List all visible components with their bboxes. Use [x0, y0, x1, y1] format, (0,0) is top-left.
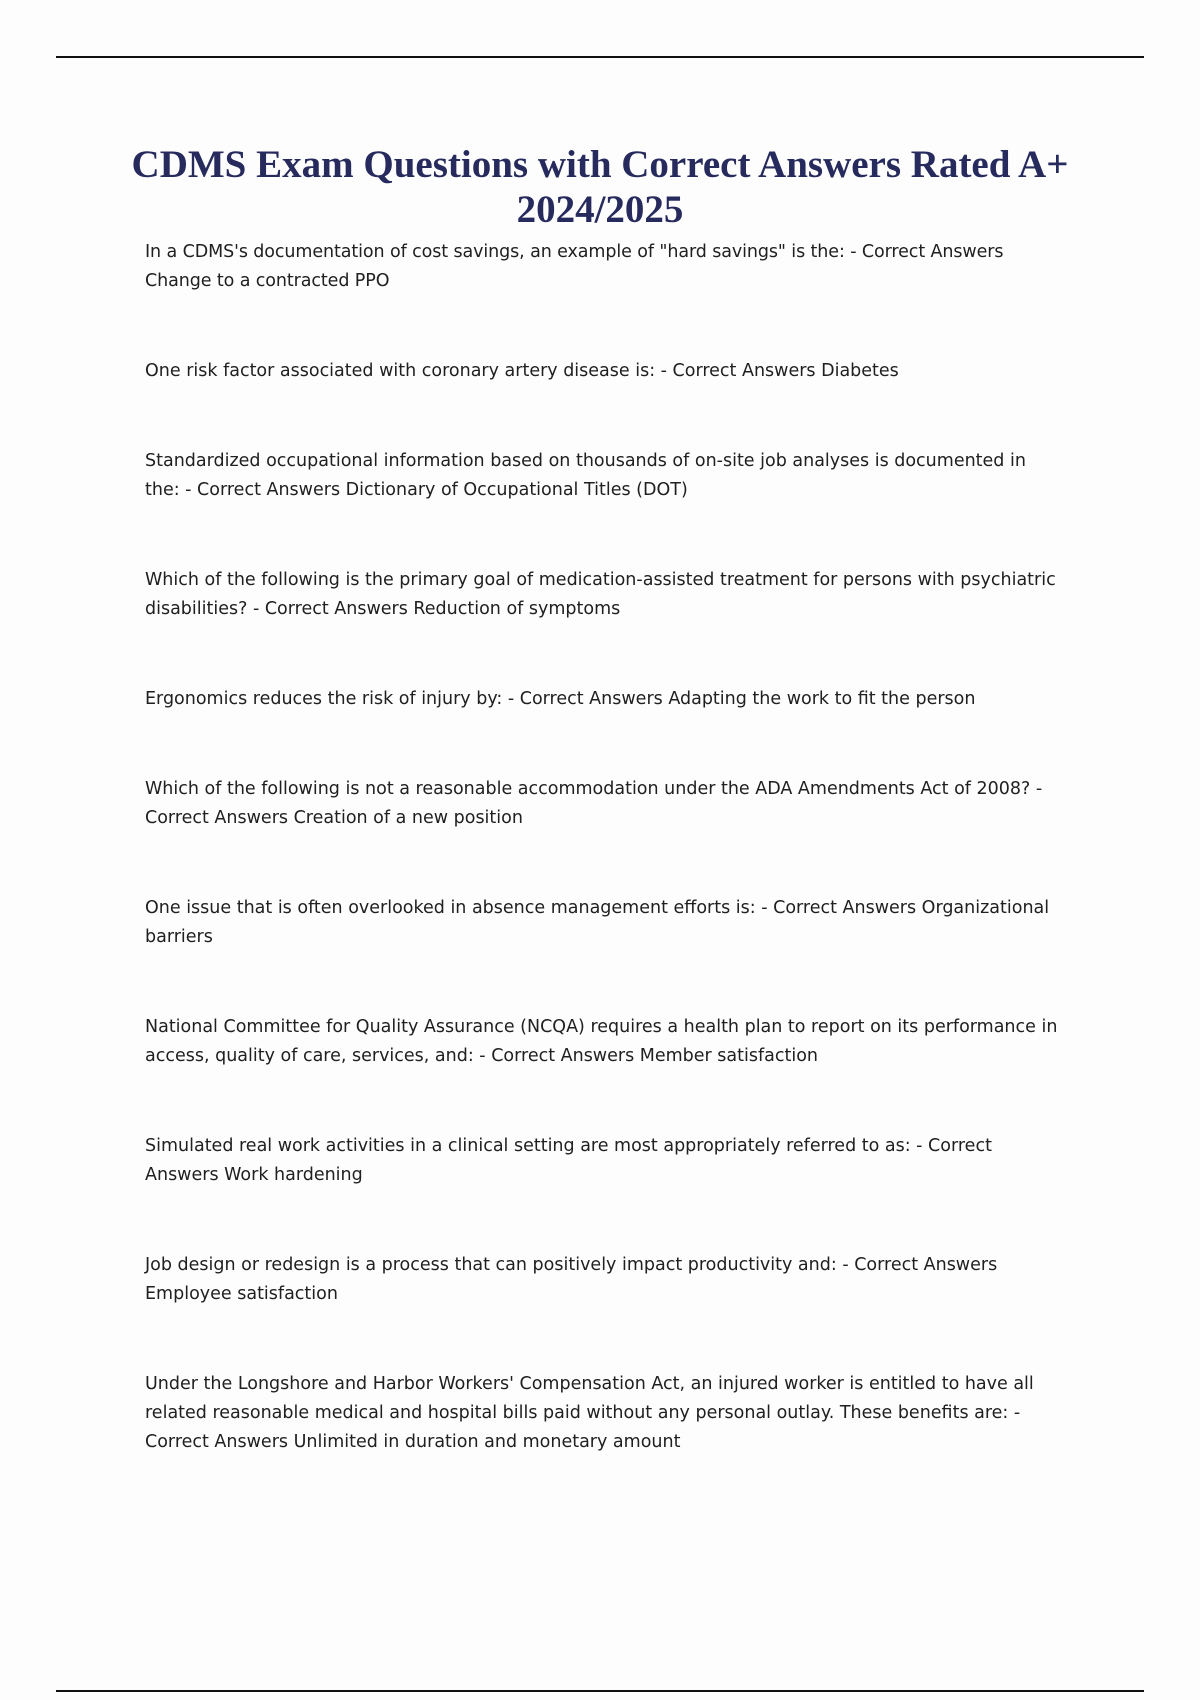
qa-item: Job design or redesign is a process that can positively impact productivity and: - Correct Answers Employee satisfaction	[145, 1255, 998, 1304]
qa-item: One risk factor associated with coronary artery disease is: - Correct Answers Diabetes	[145, 361, 899, 381]
qa-item: Under the Longshore and Harbor Workers' Compensation Act, an injured worker is entitled to have all related reasonable medical and hospital bills paid without any personal outlay. These benefits are: - Correct Answers Unlimited in duration and monetary amount	[145, 1374, 1034, 1452]
top-rule	[56, 56, 1144, 58]
qa-item: National Committee for Quality Assurance (NCQA) requires a health plan to report on its performance in access, quality of care, services, and: - Correct Answers Member satisfaction	[145, 1017, 1058, 1066]
qa-item: Ergonomics reduces the risk of injury by: - Correct Answers Adapting the work to fit the person	[145, 689, 976, 709]
qa-item: In a CDMS's documentation of cost savings, an example of "hard savings" is the: - Correct Answers Change to a contracted PPO	[145, 242, 1004, 291]
qa-item: Which of the following is the primary goal of medication-assisted treatment for persons with psychiatric disabilities? - Correct Answers Reduction of symptoms	[145, 570, 1056, 619]
qa-item: Standardized occupational information based on thousands of on-site job analyses is documented in the: - Correct Answers Dictionary of Occupational Titles (DOT)	[145, 451, 1026, 500]
qa-item: Simulated real work activities in a clinical setting are most appropriately referred to as: - Correct Answers Work hardening	[145, 1136, 992, 1185]
qa-item: One issue that is often overlooked in absence management efforts is: - Correct Answers Organizational barriers	[145, 898, 1050, 947]
qa-item: Which of the following is not a reasonable accommodation under the ADA Amendments Act of 2008? - Correct Answers Creation of a new position	[145, 779, 1043, 828]
document-title: CDMS Exam Questions with Correct Answers Rated A+ 2024/2025	[131, 143, 1069, 231]
qa-list	[145, 238, 1065, 1518]
bottom-rule	[56, 1690, 1144, 1692]
